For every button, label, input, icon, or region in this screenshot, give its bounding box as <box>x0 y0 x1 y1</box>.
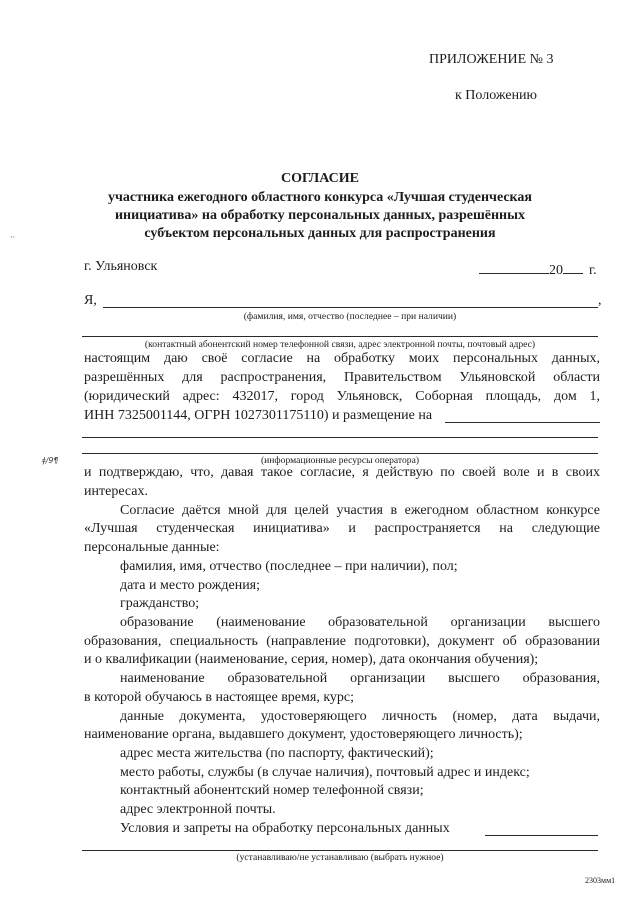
item-workplace: место работы, службы (в случае наличия), почтовый адрес и индекс; <box>120 765 530 780</box>
item-organization-line-1: наименование образовательной организации высшего образования, <box>120 671 600 686</box>
confirm-text-line-2: интересах. <box>84 484 148 499</box>
item-birth: дата и место рождения; <box>120 578 261 593</box>
title-line-2: инициатива» на обработку персональных данных, разрешённых <box>114 208 526 223</box>
resources-input-line-1[interactable] <box>445 422 600 423</box>
consent-text-line-4: ИНН 7325001144, ОГРН 1027301175110) и размещение на <box>84 408 433 423</box>
consent-text-line-3: (юридический адрес: 432017, город Ульяновск, Соборная площадь, дом 1, <box>84 389 600 404</box>
resources-input-line-2[interactable] <box>82 437 598 438</box>
conditions-input-line-2[interactable] <box>82 850 598 851</box>
i-label: Я, <box>84 293 97 308</box>
fio-comma: , <box>598 293 602 308</box>
document-title: СОГЛАСИЕ <box>281 171 359 186</box>
conditions-caption: (устанавливаю/не устанавливаю (выбрать нужное) <box>236 852 444 863</box>
year-prefix: 20 <box>549 263 563 278</box>
consent-text-line-1: настоящим даю своё согласие на обработку моих персональных данных, <box>84 351 600 366</box>
title-line-3: субъектом персональных данных для распространения <box>144 226 496 241</box>
purpose-text-line-3: персональные данные: <box>84 540 220 555</box>
title-line-1: участника ежегодного областного конкурса «Лучшая студенческая <box>108 190 532 205</box>
item-citizenship: гражданство; <box>120 596 200 611</box>
date-field[interactable] <box>479 259 597 279</box>
item-address: адрес места жительства (по паспорту, фактический); <box>120 746 434 761</box>
purpose-text-line-2: «Лучшая студенческая инициатива» и распространяется на следующие <box>84 521 600 536</box>
resources-input-line-3[interactable] <box>82 453 598 454</box>
year-blank[interactable] <box>563 259 583 274</box>
contact-caption: (контактный абонентский номер телефонной связи, адрес электронной почты, почтовый адрес) <box>144 339 536 350</box>
conditions-input-line-1[interactable] <box>485 835 598 836</box>
year-suffix: г. <box>589 263 597 278</box>
fio-caption: (фамилия, имя, отчество (последнее – при наличии) <box>243 311 457 322</box>
item-email: адрес электронной почты. <box>120 802 276 817</box>
appendix-number: ПРИЛОЖЕНИЕ № 3 <box>429 52 554 67</box>
resources-caption: (информационные ресурсы оператора) <box>260 455 420 466</box>
fio-input-line[interactable] <box>103 307 598 308</box>
item-fio: фамилия, имя, отчество (последнее – при наличии), пол; <box>120 559 458 574</box>
item-phone: контактный абонентский номер телефонной связи; <box>120 783 424 798</box>
item-organization-line-2: в которой обучаюсь в настоящее время, курс; <box>84 690 355 705</box>
item-education-line-1: образование (наименование образовательной организации высшего <box>120 615 600 630</box>
item-id-document-line-2: наименование органа, выдавшего документ, удостоверяющего личность); <box>84 727 523 742</box>
conditions-label: Условия и запреты на обработку персональных данных <box>120 821 450 836</box>
document-code: 2303мм1 <box>585 876 616 885</box>
contact-input-line[interactable] <box>82 336 598 337</box>
appendix-reference: к Положению <box>455 88 538 103</box>
consent-text-line-2: разрешённых для распространения, Правительством Ульяновской области <box>84 370 600 385</box>
item-education-line-3: и о квалификации (наименование, серия, номер), дата окончания обучения); <box>84 652 539 667</box>
date-blank[interactable] <box>479 259 549 274</box>
margin-handwriting-mark: ǂ∕9¶ <box>42 456 59 465</box>
item-id-document-line-1: данные документа, удостоверяющего личность (номер, дата выдачи, <box>120 709 600 724</box>
confirm-text-line-1: и подтверждаю, что, давая такое согласие, я действую по своей воле и в своих <box>84 465 600 480</box>
purpose-text-line-1: Согласие даётся мной для целей участия в ежегодном областном конкурсе <box>120 503 600 518</box>
margin-mark: ·· <box>10 233 16 242</box>
city-label: г. Ульяновск <box>84 259 158 274</box>
item-education-line-2: образования, специальность (направление подготовки), документ об образовании <box>84 634 600 649</box>
